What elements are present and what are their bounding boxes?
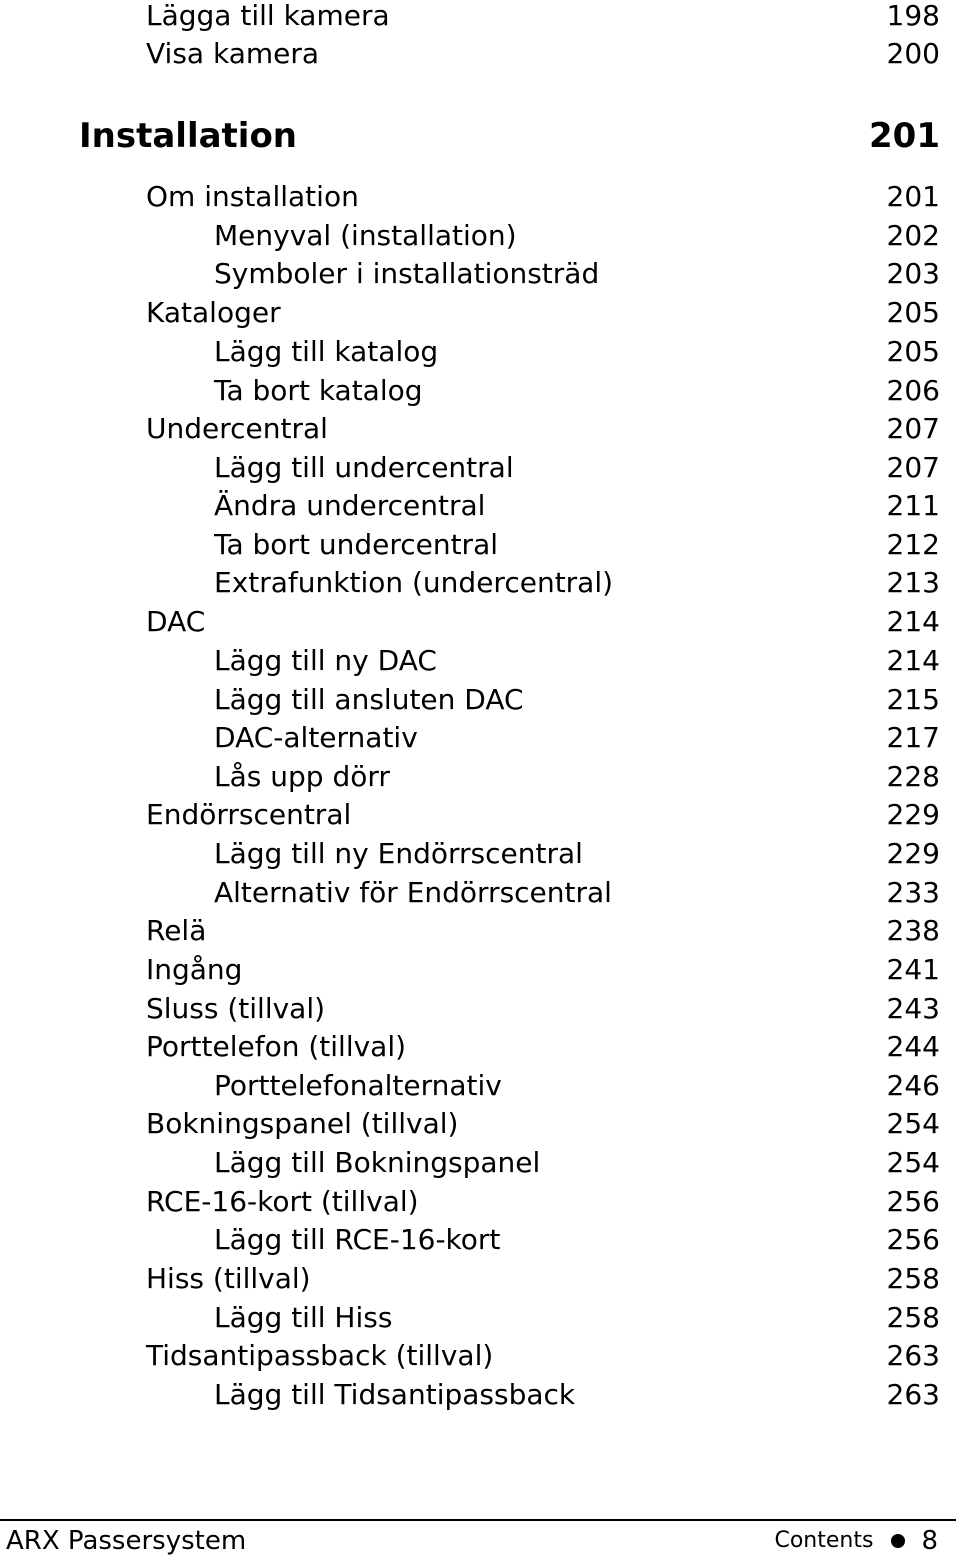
toc-entry-label: Endörrscentral [146,798,352,831]
toc-entry-page: 214 [886,605,940,638]
toc-subentry-page: 206 [886,374,940,407]
toc-subentry-page: 212 [886,528,940,561]
toc-subentry-page: 217 [886,721,940,754]
toc-section-heading [0,113,960,159]
toc-subentry [0,835,960,873]
toc-entry-label: Visa kamera [146,37,320,70]
toc-subentry [0,719,960,757]
toc-subentry-page: 213 [886,566,940,599]
section-page: 201 [869,116,940,156]
toc-entry-label: Relä [146,914,207,947]
toc-entry [0,951,960,989]
toc-entry [0,1260,960,1298]
toc-subentry [0,564,960,602]
toc-entry-page: 258 [886,1262,940,1295]
toc-entry [0,410,960,448]
toc-entry [0,1105,960,1143]
toc-entry [0,1028,960,1066]
toc-entry-label: Bokningspanel (tillval) [146,1107,459,1140]
toc-entry-label: DAC [146,605,206,638]
toc-subentry-page: 214 [886,644,940,677]
toc-entry [0,603,960,641]
toc-subentry-label: Porttelefonalternativ [214,1069,502,1102]
toc-entry-page: 229 [886,798,940,831]
toc-subentry [0,1221,960,1259]
toc-subentry-page: 254 [886,1146,940,1179]
toc-entry-label: RCE-16-kort (tillval) [146,1185,419,1218]
toc-subentry-page: 258 [886,1301,940,1334]
toc-subentry [0,1299,960,1337]
toc-subentry-page: 246 [886,1069,940,1102]
toc-subentry [0,372,960,410]
toc-subentry-label: Ta bort katalog [214,374,423,407]
toc-subentry-page: 263 [886,1378,940,1411]
toc-entry-page: 200 [886,37,940,70]
toc-entry-label: Ingång [146,953,243,986]
toc-subentry-page: 205 [886,335,940,368]
toc-entry-label: Om installation [146,180,359,213]
toc-subentry-label: Ändra undercentral [214,489,486,522]
toc-subentry-label: Lägg till Bokningspanel [214,1146,541,1179]
toc-subentry [0,526,960,564]
toc-subentry-label: Lägg till katalog [214,335,439,368]
bullet-icon [891,1534,905,1548]
toc-subentry [0,1067,960,1105]
toc-subentry [0,333,960,371]
toc-entry-page: 207 [886,412,940,445]
toc-subentry-page: 215 [886,683,940,716]
toc-subentry-label: Lägg till ansluten DAC [214,683,524,716]
footer-page-number: 8 [921,1526,938,1556]
toc-entry-label: Porttelefon (tillval) [146,1030,407,1063]
toc-subentry-label: Lägg till RCE-16-kort [214,1223,501,1256]
toc-entry-label: Hiss (tillval) [146,1262,311,1295]
toc-subentry [0,642,960,680]
toc-entry-label: Sluss (tillval) [146,992,326,1025]
toc-entry [0,1337,960,1375]
toc-subentry-label: Lägg till ny DAC [214,644,437,677]
footer-section-name: Contents [774,1528,874,1553]
toc-subentry [0,1144,960,1182]
toc-entry-page: 263 [886,1339,940,1372]
toc-subentry-label: Lås upp dörr [214,760,390,793]
toc-entry-page: 256 [886,1185,940,1218]
toc-entry [0,912,960,950]
toc-subentry [0,449,960,487]
toc-subentry-page: 229 [886,837,940,870]
toc-entry-label: Undercentral [146,412,328,445]
toc-subentry [0,681,960,719]
toc-subentry [0,758,960,796]
toc-entry-page: 198 [886,0,940,32]
toc-entry [0,0,960,35]
toc-subentry-page: 233 [886,876,940,909]
toc-entry [0,294,960,332]
toc-subentry-page: 207 [886,451,940,484]
toc-subentry-page: 203 [886,257,940,290]
toc-entry-page: 205 [886,296,940,329]
toc-subentry-label: Symboler i installationsträd [214,257,600,290]
toc-subentry-page: 211 [886,489,940,522]
toc-subentry-label: Lägg till Hiss [214,1301,393,1334]
toc-subentry-page: 256 [886,1223,940,1256]
toc-subentry-label: Lägg till Tidsantipassback [214,1378,576,1411]
footer-document-title: ARX Passersystem [6,1526,247,1556]
section-title: Installation [79,116,298,156]
toc-subentry-label: DAC-alternativ [214,721,418,754]
footer-page-info [774,1524,938,1558]
toc-entry-page: 241 [886,953,940,986]
toc-subentry [0,487,960,525]
toc-subentry-label: Alternativ för Endörrscentral [214,876,612,909]
toc-entry [0,1183,960,1221]
toc-subentry [0,1376,960,1414]
toc-subentry-label: Ta bort undercentral [214,528,499,561]
toc-entry [0,990,960,1028]
toc-subentry [0,255,960,293]
toc-entry-page: 201 [886,180,940,213]
toc-entry-label: Tidsantipassback (tillval) [146,1339,494,1372]
toc-entry [0,35,960,73]
toc-entry-page: 244 [886,1030,940,1063]
toc-subentry [0,874,960,912]
toc-subentry-page: 202 [886,219,940,252]
toc-entry-page: 254 [886,1107,940,1140]
toc-subentry [0,217,960,255]
toc-subentry-page: 228 [886,760,940,793]
toc-entry [0,178,960,216]
toc-subentry-label: Lägg till undercentral [214,451,514,484]
toc-entry-label: Kataloger [146,296,281,329]
toc-entry-page: 238 [886,914,940,947]
toc-subentry-label: Menyval (installation) [214,219,517,252]
toc-entry-label: Lägga till kamera [146,0,390,32]
toc-subentry-label: Lägg till ny Endörrscentral [214,837,583,870]
toc-subentry-label: Extrafunktion (undercentral) [214,566,614,599]
footer-divider [0,1519,956,1521]
toc-entry-page: 243 [886,992,940,1025]
toc-entry [0,796,960,834]
